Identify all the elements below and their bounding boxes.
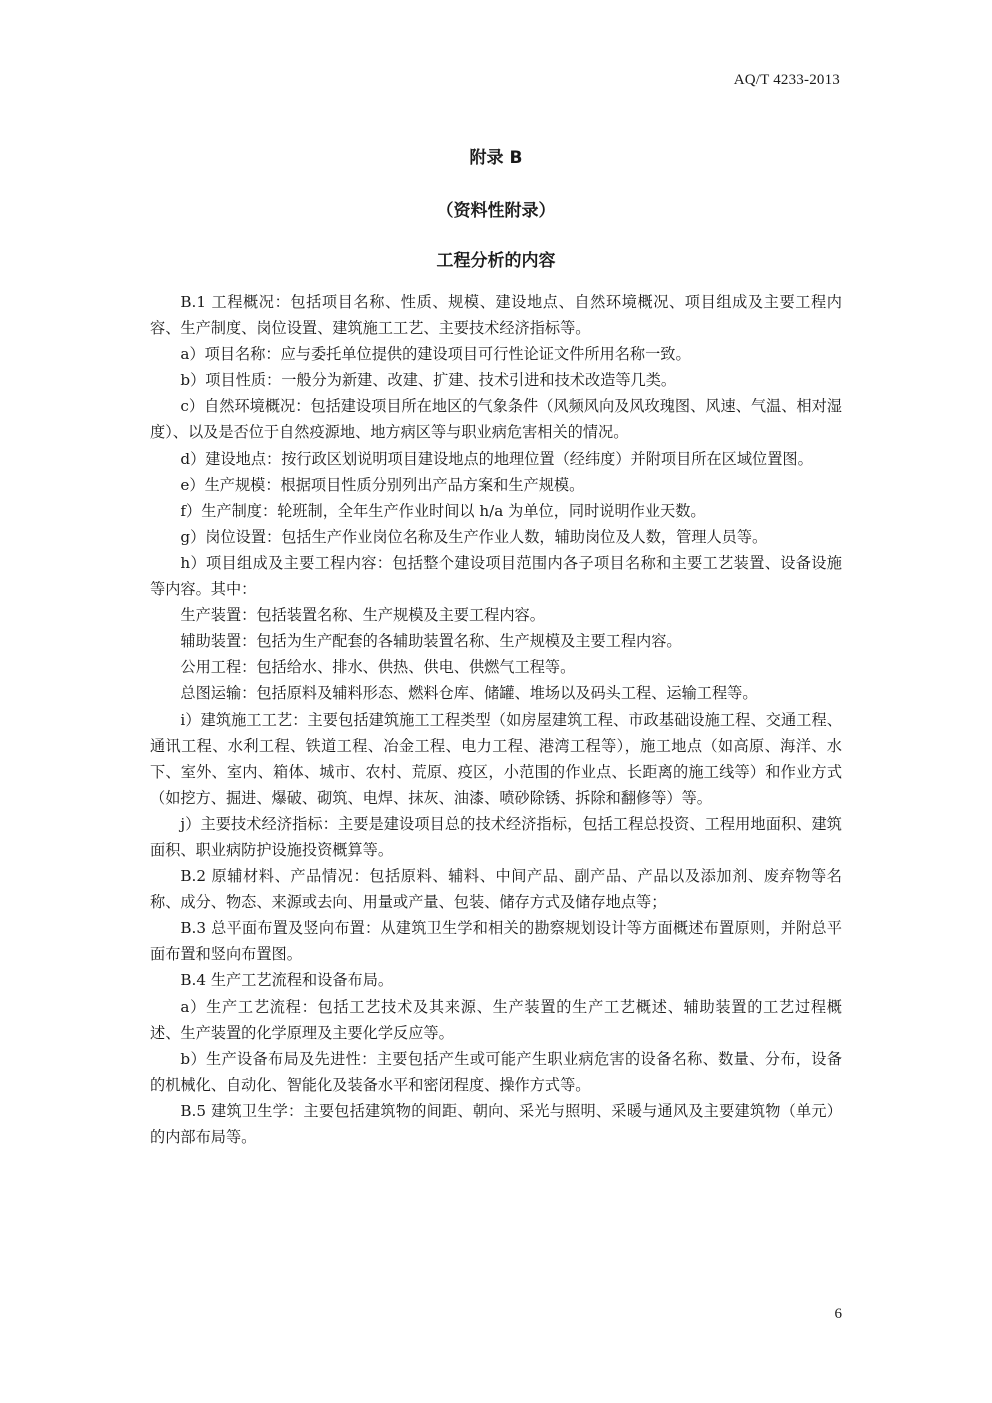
paragraph-b4-b: b）生产设备布局及先进性：主要包括产生或可能产生职业病危害的设备名称、数量、分布，设备的机械化、自动化、智能化及装备水平和密闭程度、操作方式等。	[150, 1049, 842, 1094]
paragraph-b1-i: i）建筑施工工艺：主要包括建筑施工工程类型（如房屋建筑工程、市政基础设施工程、交通工程、通讯工程、水利工程、铁道工程、冶金工程、电力工程、港湾工程等），施工地点（如高原、海洋、水下、室外、室内、箱体、城市、农村、荒原、疫区，小范围的作业点、长距离的施工线等）和作业方式（如挖方、掘进、爆破、砌筑、电焊、抹灰、油漆、喷砂除锈、拆除和翻修等）等。	[150, 710, 842, 807]
paragraph-b1-b: b）项目性质：一般分为新建、改建、扩建、技术引进和技术改造等几类。	[180, 371, 677, 390]
standard-code: AQ/T 4233-2013	[733, 72, 840, 88]
paragraph-b4-a: a）生产工艺流程：包括工艺技术及其来源、生产装置的生产工艺概述、辅助装置的工艺过程概述、生产装置的化学原理及主要化学反应等。	[150, 997, 842, 1042]
paragraph-b1-e: e）生产规模：根据项目性质分别列出产品方案和生产规模。	[180, 475, 585, 494]
paragraph-utilities: 公用工程：包括给水、排水、供热、供电、供燃气工程等。	[180, 658, 576, 677]
page-number: 6	[834, 1306, 842, 1322]
section-heading: 工程分析的内容	[436, 251, 556, 271]
paragraph-transport: 总图运输：包括原料及辅料形态、燃料仓库、储罐、堆场以及码头工程、运输工程等。	[180, 684, 758, 703]
paragraph-b2: B.2 原辅材料、产品情况：包括原料、辅料、中间产品、副产品、产品以及添加剂、废弃物等名称、成分、物态、来源或去向、用量或产量、包装、储存方式及储存地点等；	[150, 867, 842, 912]
paragraph-b1: B.1 工程概况：包括项目名称、性质、规模、建设地点、自然环境概况、项目组成及主要工程内容、生产制度、岗位设置、建筑施工工艺、主要技术经济指标等。	[150, 293, 842, 338]
appendix-title: 附录 B	[469, 148, 523, 168]
paragraph-b4: B.4 生产工艺流程和设备布局。	[180, 971, 394, 990]
paragraph-auxiliary-units: 辅助装置：包括为生产配套的各辅助装置名称、生产规模及主要工程内容。	[180, 632, 682, 651]
paragraph-b5: B.5 建筑卫生学：主要包括建筑物的间距、朝向、采光与照明、采暖与通风及主要建筑物（单元）的内部布局等。	[150, 1101, 842, 1146]
paragraph-b1-g: g）岗位设置：包括生产作业岗位名称及生产作业人数，辅助岗位及人数，管理人员等。	[180, 527, 768, 546]
appendix-type: （资料性附录）	[436, 201, 556, 221]
paragraph-b1-a: a）项目名称：应与委托单位提供的建设项目可行性论证文件所用名称一致。	[180, 345, 691, 364]
paragraph-b1-d: d）建设地点：按行政区划说明项目建设地点的地理位置（经纬度）并附项目所在区域位置图。	[180, 449, 813, 468]
paragraph-b1-h: h）项目组成及主要工程内容：包括整个建设项目范围内各子项目名称和主要工艺装置、设备设施等内容。其中：	[150, 553, 842, 599]
paragraph-b1-j: j）主要技术经济指标：主要是建设项目总的技术经济指标，包括工程总投资、工程用地面积、建筑面积、职业病防护设施投资概算等。	[150, 814, 842, 859]
paragraph-b1-f: f）生产制度：轮班制，全年生产作业时间以 h/a 为单位，同时说明作业天数。	[180, 501, 706, 520]
paragraph-b1-c: c）自然环境概况：包括建设项目所在地区的气象条件（风频风向及风玫瑰图、风速、气温、相对湿度）、以及是否位于自然疫源地、地方病区等与职业病危害相关的情况。	[150, 397, 842, 442]
paragraph-production-units: 生产装置：包括装置名称、生产规模及主要工程内容。	[180, 606, 545, 625]
body-content	[150, 289, 842, 1150]
paragraph-b3: B.3 总平面布置及竖向布置：从建筑卫生学和相关的勘察规划设计等方面概述布置原则，并附总平面布置和竖向布置图。	[150, 919, 842, 964]
